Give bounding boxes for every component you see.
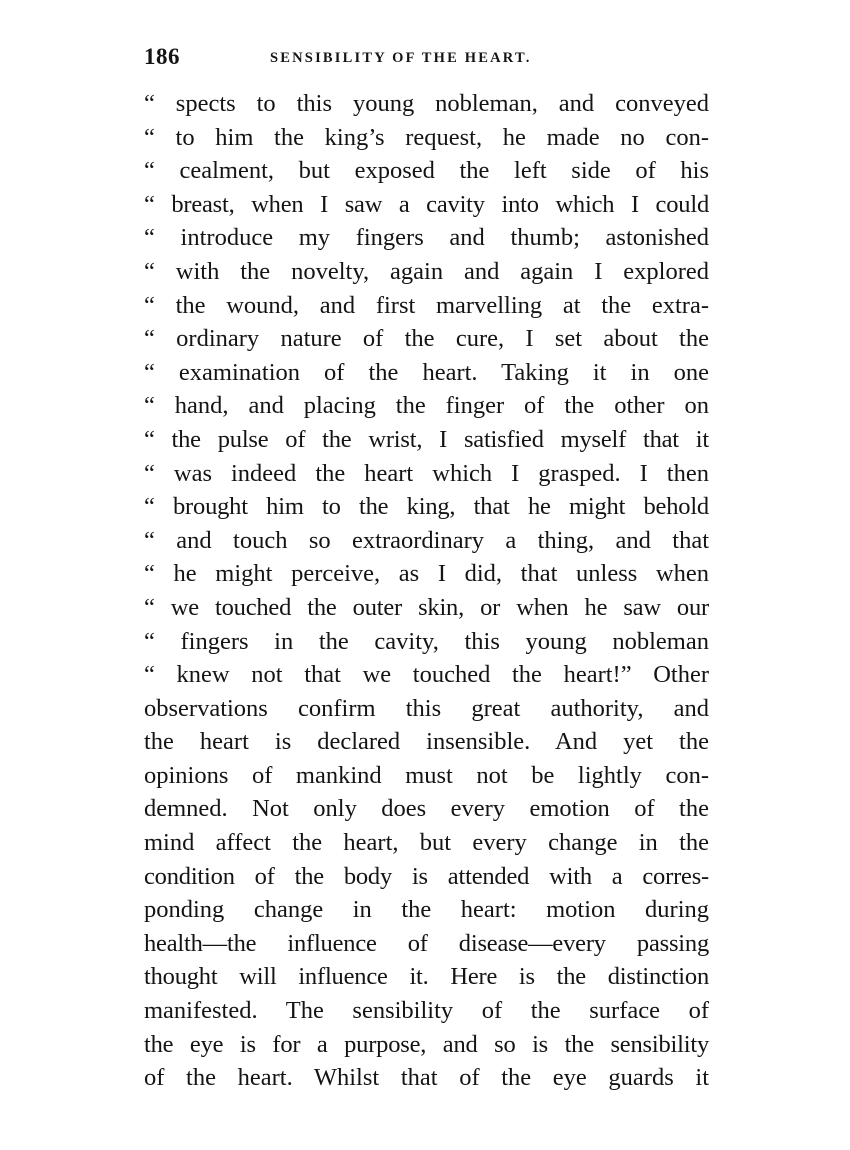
- text-line: “ was indeed the heart which I grasped. I then: [144, 459, 709, 487]
- text-line: “ spects to this young nobleman, and conveyed: [144, 90, 709, 117]
- text-line: “ hand, and placing the finger of the other on: [144, 392, 709, 420]
- text-line: “ fingers in the cavity, this young nobleman: [144, 627, 709, 655]
- text-line: “ brought him to the king, that he might behold: [144, 493, 709, 521]
- text-line: health—the influence of disease—every passing: [144, 929, 709, 957]
- text-line: the eye is for a purpose, and so is the sensibility: [144, 1030, 709, 1058]
- text-line: “ ordinary nature of the cure, I set about the: [144, 325, 709, 353]
- text-line: mind affect the heart, but every change in the: [144, 829, 709, 857]
- text-line: “ cealment, but exposed the left side of his: [144, 157, 709, 185]
- text-line: “ the wound, and first marvelling at the extra-: [144, 291, 709, 319]
- text-line: observations confirm this great authority, and: [144, 694, 709, 722]
- text-line: “ we touched the outer skin, or when he saw our: [144, 593, 709, 621]
- running-title: SENSIBILITY OF THE HEART.: [270, 50, 532, 66]
- text-line: thought will influence it. Here is the distinction: [144, 963, 709, 991]
- page-header: [144, 44, 709, 76]
- text-line: “ introduce my fingers and thumb; astonished: [144, 224, 709, 252]
- text-line: “ and touch so extraordinary a thing, and that: [144, 526, 709, 554]
- text-line: demned. Not only does every emotion of the: [144, 795, 709, 823]
- text-line: “ the pulse of the wrist, I satisfied myself that it: [144, 425, 709, 453]
- text-line: ponding change in the heart: motion during: [144, 896, 709, 924]
- text-line: “ to him the king’s request, he made no con-: [144, 123, 709, 151]
- text-line: “ breast, when I saw a cavity into which I could: [144, 190, 709, 218]
- text-line: manifested. The sensibility of the surface of: [144, 997, 709, 1025]
- text-line: the heart is declared insensible. And yet the: [144, 728, 709, 756]
- text-line: “ with the novelty, again and again I explored: [144, 257, 709, 285]
- text-line: of the heart. Whilst that of the eye guards it: [144, 1064, 709, 1092]
- page-number: 186: [144, 44, 180, 69]
- body-text: [144, 87, 709, 1095]
- text-line: “ examination of the heart. Taking it in one: [144, 358, 709, 386]
- text-line: “ knew not that we touched the heart!” Other: [144, 661, 709, 689]
- text-line: opinions of mankind must not be lightly con-: [144, 761, 709, 789]
- text-line: “ he might perceive, as I did, that unless when: [144, 560, 709, 588]
- text-line: condition of the body is attended with a corres-: [144, 862, 709, 890]
